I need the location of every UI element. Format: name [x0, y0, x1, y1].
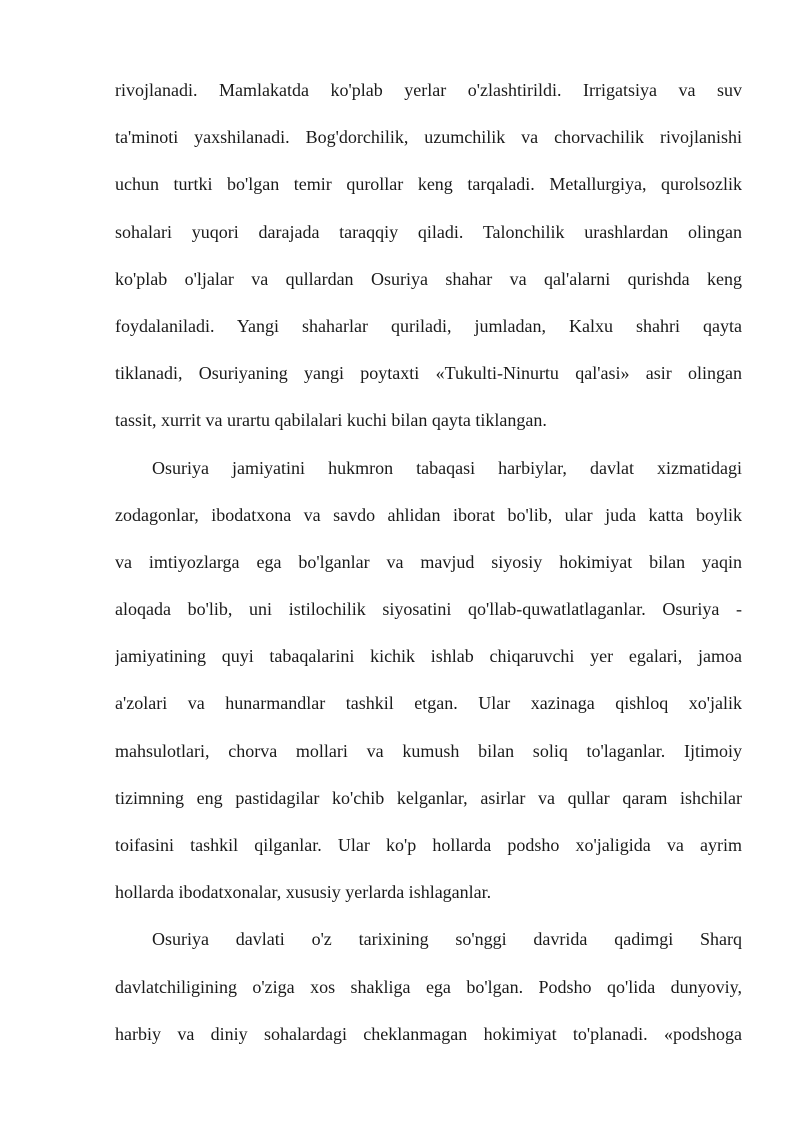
text-line: sohalari yuqori darajada taraqqiy qiladi. Talonchilik urashlardan olingan [115, 221, 742, 242]
text-line: zodagonlar, ibodatxona va savdo ahlidan iborat bo'lib, ular juda katta boylik [115, 504, 742, 525]
text-line: ko'plab o'ljalar va qullardan Osuriya shahar va qal'alarni qurishda keng [115, 268, 742, 289]
text-line: tiklanadi, Osuriyaning yangi poytaxti «Tukulti-Ninurtu qal'asi» asir olingan [115, 363, 742, 384]
text-line: hollarda ibodatxonalar, xususiy yerlarda ishlaganlar. [115, 882, 492, 903]
text-line: rivojlanadi. Mamlakatda ko'plab yerlar o'zlashtirildi. Irrigatsiya va suv [115, 80, 742, 100]
text-line: tassit, xurrit va urartu qabilalari kuchi bilan qayta tiklangan. [115, 410, 547, 431]
text-line: va imtiyozlarga ega bo'lganlar va mavjud siyosiy hokimiyat bilan yaqin [115, 551, 742, 572]
text-line: uchun turtki bo'lgan temir qurollar keng tarqaladi. Metallurgiya, qurolsozlik [115, 174, 742, 195]
document-page [115, 75, 742, 1066]
text-line: davlatchiligining o'ziga xos shakliga ega bo'lgan. Podsho qo'lida dunyoviy, [115, 976, 742, 997]
text-line: Osuriya davlati o'z tarixining so'nggi davrida qadimgi Sharq [152, 929, 742, 950]
text-line: mahsulotlari, chorva mollari va kumush bilan soliq to'laganlar. Ijtimoiy [115, 740, 742, 761]
paragraph-1 [115, 75, 742, 453]
paragraph-2 [115, 453, 742, 925]
text-line: harbiy va diniy sohalardagi cheklanmagan hokimiyat to'planadi. «podshoga [115, 1023, 742, 1044]
text-line: a'zolari va hunarmandlar tashkil etgan. Ular xazinaga qishloq xo'jalik [115, 693, 742, 714]
text-line: Osuriya jamiyatini hukmron tabaqasi harbiylar, davlat xizmatidagi [152, 457, 742, 478]
paragraph-3 [115, 924, 742, 1066]
text-line: ta'minoti yaxshilanadi. Bog'dorchilik, uzumchilik va chorvachilik rivojlanishi [115, 127, 742, 148]
text-line: aloqada bo'lib, uni istilochilik siyosatini qo'llab-quwatlatlaganlar. Osuriya - [115, 599, 742, 620]
text-line: foydalaniladi. Yangi shaharlar quriladi, jumladan, Kalxu shahri qayta [115, 315, 742, 336]
text-line: toifasini tashkil qilganlar. Ular ko'p hollarda podsho xo'jaligida va ayrim [115, 835, 742, 855]
text-line: tizimning eng pastidagilar ko'chib kelganlar, asirlar va qullar qaram ishchilar [115, 787, 742, 808]
text-line: jamiyatining quyi tabaqalarini kichik ishlab chiqaruvchi yer egalari, jamoa [115, 646, 742, 667]
